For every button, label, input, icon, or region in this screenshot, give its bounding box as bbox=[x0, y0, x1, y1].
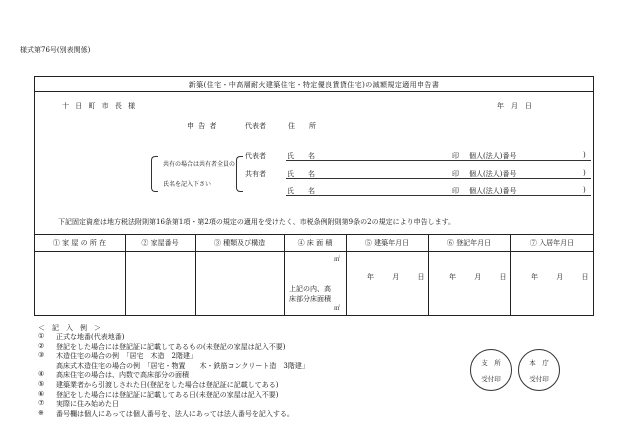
rep-label: 代表者 bbox=[245, 152, 266, 160]
co-owner-2-name-label: 氏 名 bbox=[287, 187, 315, 195]
co-owner-2-close-paren: ) bbox=[583, 186, 586, 194]
statement: 下記固定資産は地方税法附則第16条第1項・第2項の規定の適用を受けたく、市税条例附則第9条の2の規定により申告します。 bbox=[58, 218, 456, 226]
main-stamp-line2: 受付印 bbox=[529, 375, 549, 383]
area-unit-2: ㎡ bbox=[334, 305, 341, 312]
house-number-cell[interactable] bbox=[126, 252, 194, 315]
note-text: 実際に住み始めた日 bbox=[56, 400, 119, 409]
addressee: 十 日 町 市 長 様 bbox=[62, 102, 138, 110]
co-owner-1-seal: 印 bbox=[452, 170, 459, 178]
type-structure-cell[interactable] bbox=[196, 252, 283, 315]
address-label: 住 所 bbox=[288, 122, 316, 130]
main-stamp-line1: 本 庁 bbox=[529, 359, 549, 367]
note-text: 登記をした場合には登記証に記載してあるもの(未登記の家屋は記入不要) bbox=[56, 342, 286, 351]
location-cell[interactable] bbox=[35, 252, 124, 315]
note-text: 正式な地番(代表地番) bbox=[56, 333, 125, 341]
note-mark: ① bbox=[38, 332, 45, 340]
note-mark: ※ bbox=[38, 408, 44, 417]
note-text: 高床住宅の場合は、内数で高床部分の面積 bbox=[56, 371, 189, 380]
co-owner-2-name-field[interactable] bbox=[286, 195, 591, 196]
co-owner-2-seal: 印 bbox=[452, 187, 459, 195]
area-note-1: 上記の内、高 bbox=[289, 285, 331, 293]
header-location: ① 家 屋 の 所 在 bbox=[52, 239, 107, 247]
note-text: 建築業者から引渡しされた日(登記をした場合は登記証に記載してある) bbox=[56, 381, 279, 389]
notes-heading: ＜ 記 入 例 ＞ bbox=[38, 324, 101, 332]
note-text: 高床式木造住宅の場合の例 「居宅・物置 木・鉄筋コンクリート造 3階建」 bbox=[56, 361, 309, 370]
co-owner-2-id-label: 個人(法人)番号 bbox=[469, 187, 517, 195]
note-text: 番号欄は個人にあっては個人番号を、法人にあっては法人番号を記入する。 bbox=[56, 409, 294, 418]
co-owner-note-1: 共有の場合は共有者全員の bbox=[163, 161, 236, 168]
note-mark: ② bbox=[38, 341, 45, 350]
header-build-date: ⑤ 建築年月日 bbox=[364, 239, 410, 247]
form-id: 様式第76号(別表関係) bbox=[20, 46, 91, 54]
co-owner-1-id-label: 個人(法人)番号 bbox=[469, 170, 517, 178]
move-in-date-cell[interactable]: 年 月 日 bbox=[531, 273, 589, 281]
main-office-reception-stamp bbox=[518, 349, 560, 391]
note-text: 木造住宅の場合の例 「居宅 木造 2階建」 bbox=[56, 352, 197, 361]
note-text: 登記をした場合には登記証に記載してある日(未登記の家屋は記入不要) bbox=[56, 390, 279, 399]
area-note-2: 床部分床面積 bbox=[289, 295, 331, 303]
note-mark: ⑥ bbox=[38, 389, 45, 398]
rep-name-label: 氏 名 bbox=[287, 152, 315, 160]
rep-seal: 印 bbox=[452, 152, 459, 160]
note-mark: ⑤ bbox=[38, 380, 45, 388]
co-owner-note-2: 氏名を記入下さい bbox=[163, 181, 212, 188]
area-unit-1: ㎡ bbox=[334, 256, 341, 263]
co-owner-1-close-paren: ) bbox=[583, 169, 586, 177]
header-registration-date: ⑥ 登記年月日 bbox=[446, 239, 492, 247]
co-owner-label: 共有者 bbox=[245, 170, 266, 178]
note-mark: ④ bbox=[38, 370, 45, 379]
co-owner-brace-2 bbox=[236, 156, 243, 192]
header-type-structure: ③ 種類及び構造 bbox=[213, 239, 266, 247]
header-floor-area: ④ 床 面 積 bbox=[297, 239, 333, 247]
rep-id-label: 個人(法人)番号 bbox=[469, 152, 517, 160]
branch-stamp-line1: 支 所 bbox=[481, 359, 501, 367]
date-field[interactable]: 年 月 日 bbox=[497, 102, 532, 110]
rep-name-field[interactable] bbox=[286, 160, 591, 161]
registration-date-cell[interactable]: 年 月 日 bbox=[449, 273, 507, 281]
co-owner-1-name-label: 氏 名 bbox=[287, 170, 315, 178]
branch-reception-stamp bbox=[470, 349, 512, 391]
note-mark: ⑦ bbox=[38, 399, 45, 408]
form-title: 新築(住宅・中高層耐火建築住宅・特定優良賃貸住宅)の減額規定適用申告書 bbox=[188, 81, 440, 89]
title-divider bbox=[34, 91, 594, 92]
declarant-label: 申 告 者 bbox=[187, 122, 218, 130]
co-owner-1-name-field[interactable] bbox=[286, 178, 591, 179]
header-house-number: ② 家屋番号 bbox=[141, 239, 179, 247]
rep-close-paren: ) bbox=[583, 151, 586, 159]
header-move-in-date: ⑦ 入居年月日 bbox=[529, 239, 575, 247]
build-date-cell[interactable]: 年 月 日 bbox=[367, 273, 425, 281]
co-owner-brace bbox=[151, 156, 158, 192]
branch-stamp-line2: 受付印 bbox=[481, 375, 501, 383]
representative-label: 代表者 bbox=[245, 122, 266, 130]
note-mark: ③ bbox=[38, 351, 45, 360]
